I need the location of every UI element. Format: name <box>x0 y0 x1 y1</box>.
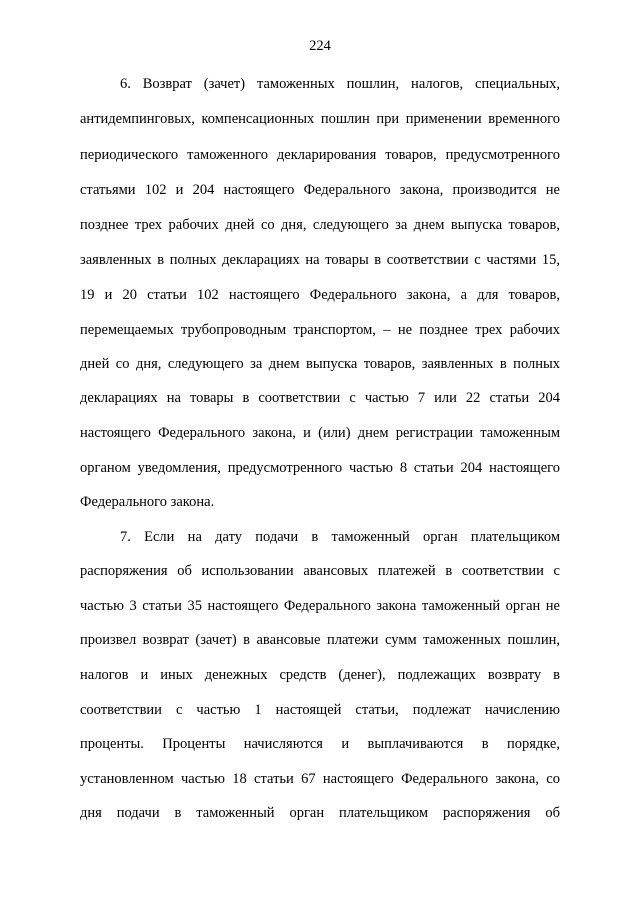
paragraph-7-line: налогов и иных денежных средств (денег), подлежащих возврату в <box>80 667 560 683</box>
paragraph-6-line: органом уведомления, предусмотренного частью 8 статьи 204 настоящего <box>80 460 560 476</box>
paragraph-6-line: настоящего Федерального закона, и (или) днем регистрации таможенным <box>80 425 560 441</box>
paragraph-7-line: проценты. Проценты начисляются и выплачиваются в порядке, <box>80 736 560 752</box>
paragraph-6-line: дней со дня, следующего за днем выпуска товаров, заявленных в полных <box>80 356 560 372</box>
paragraph-6-line: 19 и 20 статьи 102 настоящего Федерального закона, а для товаров, <box>80 287 560 303</box>
paragraph-6-line: статьями 102 и 204 настоящего Федерального закона, производится не <box>80 182 560 198</box>
paragraph-6-line: перемещаемых трубопроводным транспортом, – не позднее трех рабочих <box>80 322 560 338</box>
paragraph-6-line: Федерального закона. <box>80 494 215 510</box>
paragraph-6-line: позднее трех рабочих дней со дня, следующего за днем выпуска товаров, <box>80 217 560 233</box>
paragraph-7-line: произвел возврат (зачет) в авансовые платежи сумм таможенных пошлин, <box>80 632 560 648</box>
paragraph-7-line: частью 3 статьи 35 настоящего Федерального закона таможенный орган не <box>80 598 560 614</box>
paragraph-7-line: распоряжения об использовании авансовых платежей в соответствии с <box>80 563 560 579</box>
paragraph-7-line: дня подачи в таможенный орган плательщиком распоряжения об <box>80 805 560 821</box>
paragraph-6-line: 6. Возврат (зачет) таможенных пошлин, налогов, специальных, <box>120 76 560 92</box>
paragraph-7-line: соответствии с частью 1 настоящей статьи, подлежат начислению <box>80 702 560 718</box>
paragraph-6-line: декларациях на товары в соответствии с частью 7 или 22 статьи 204 <box>80 390 560 406</box>
paragraph-7-line: 7. Если на дату подачи в таможенный орган плательщиком <box>120 529 560 545</box>
paragraph-6-line: периодического таможенного декларирования товаров, предусмотренного <box>80 147 560 163</box>
paragraph-6-line: заявленных в полных декларациях на товары в соответствии с частями 15, <box>80 252 560 268</box>
paragraph-7-line: установленном частью 18 статьи 67 настоящего Федерального закона, со <box>80 771 560 787</box>
page-number: 224 <box>309 38 331 54</box>
paragraph-6-line: антидемпинговых, компенсационных пошлин при применении временного <box>80 111 560 127</box>
